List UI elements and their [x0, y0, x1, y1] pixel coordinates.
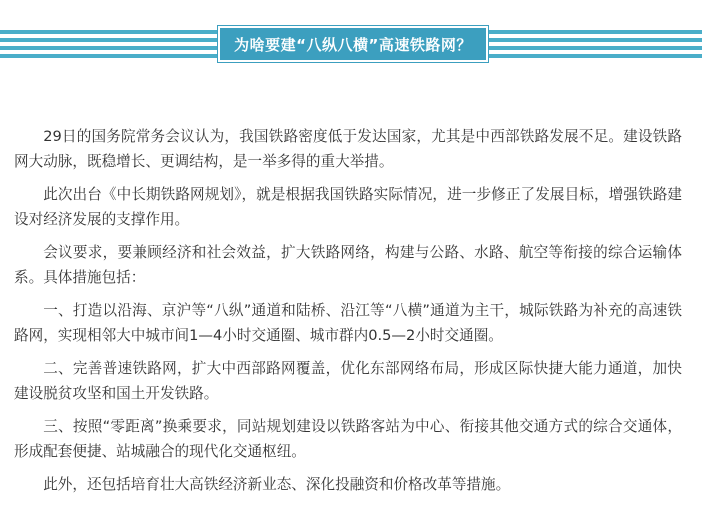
paragraph: 三、按照“零距离”换乘要求，同站规划建设以铁路客站为中心、衔接其他交通方式的综合交通体，形成配套便捷、站城融合的现代化交通枢纽。 [14, 418, 682, 460]
paragraph: 一、打造以沿海、京沪等“八纵”通道和陆桥、沿江等“八横”通道为主干，城际铁路为补充的高速铁路网，实现相邻大中城市间1—4小时交通圈、城市群内0.5—2小时交通圈。 [14, 302, 682, 344]
title-box [218, 26, 488, 62]
title-banner [0, 22, 702, 70]
paragraph: 此外，还包括培育壮大高铁经济新业态、深化投融资和价格改革等措施。 [43, 476, 511, 493]
article-body [14, 124, 682, 505]
paragraph: 二、完善普速铁路网，扩大中西部路网覆盖，优化东部网络布局，形成区际快捷大能力通道，加快建设脱贫攻坚和国土开发铁路。 [14, 360, 682, 402]
paragraph: 会议要求，要兼顾经济和社会效益，扩大铁路网络，构建与公路、水路、航空等衔接的综合运输体系。具体措施包括： [14, 244, 682, 286]
article-title: 为啥要建“八纵八横”高速铁路网？ [234, 35, 472, 54]
paragraph: 29日的国务院常务会议认为，我国铁路密度低于发达国家，尤其是中西部铁路发展不足。建设铁路网大动脉，既稳增长、更调结构，是一举多得的重大举措。 [14, 128, 682, 170]
paragraph: 此次出台《中长期铁路网规划》，就是根据我国铁路实际情况，进一步修正了发展目标，增强铁路建设对经济发展的支撑作用。 [14, 186, 682, 228]
